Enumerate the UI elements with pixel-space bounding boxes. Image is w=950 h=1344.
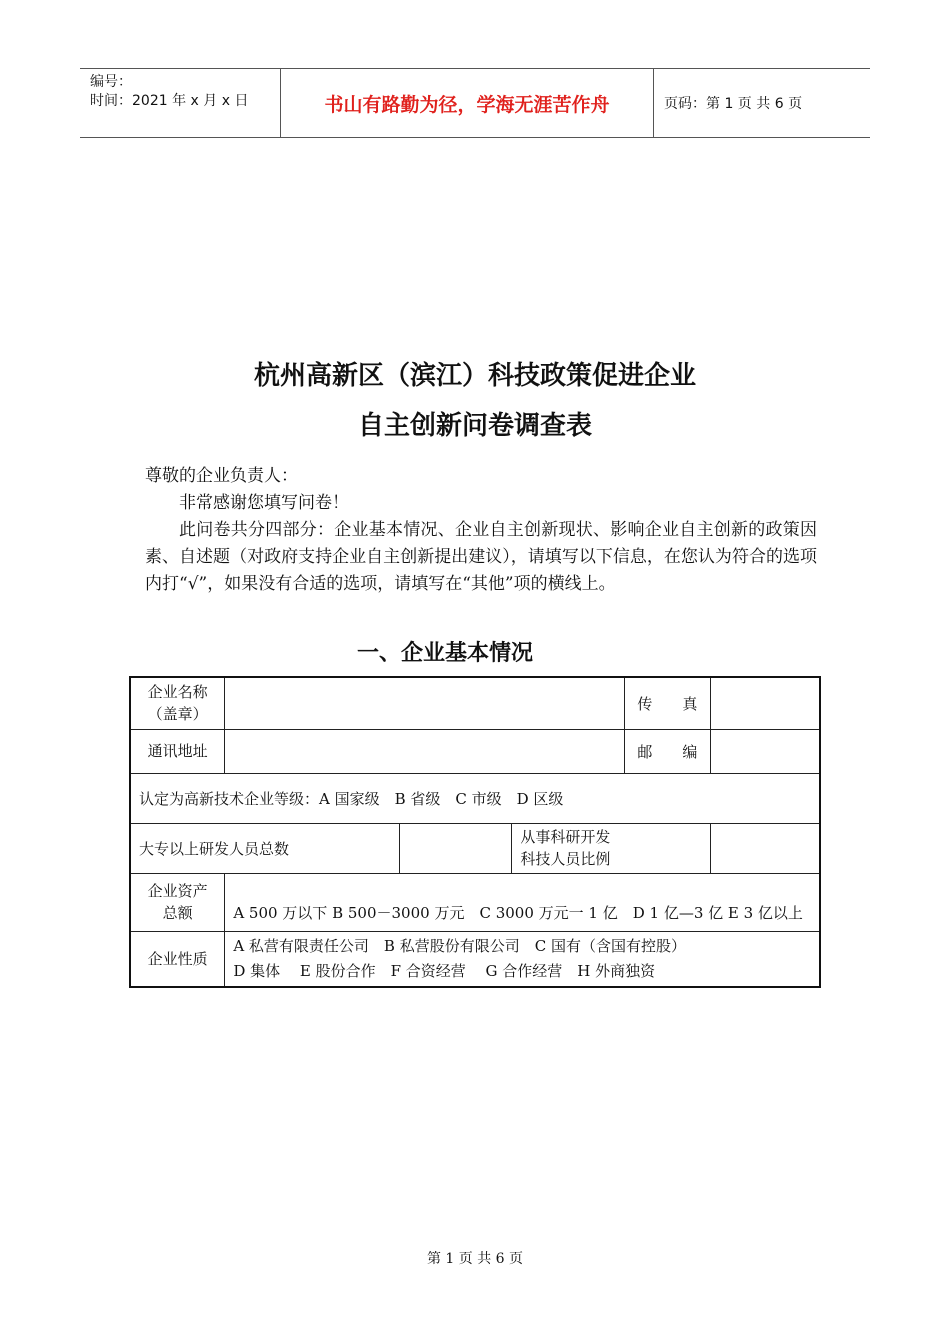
company-info-form xyxy=(129,676,821,988)
intro-thanks: 非常感谢您填写问卷！ xyxy=(179,493,349,513)
nature-options[interactable]: A 私营有限责任公司 B 私营股份有限公司 C 国有（含国有控股） D 集体 E 股份合作 F 合资经营 G 合作经营 H 外商独资 xyxy=(225,931,820,987)
intro-body: 此问卷共分四部分：企业基本情况、企业自主创新现状、影响企业自主创新的政策因素、自述题（对政府支持企业自主创新提出建议），请填写以下信息，在您认为符合的选项内打“√”，如果没有合适的选项，请填写在“其他”项的横线上。 xyxy=(145,520,817,594)
document-number-label: 编号： xyxy=(90,74,132,90)
postcode-field[interactable] xyxy=(710,729,820,773)
header-meta xyxy=(80,69,281,137)
assets-label: 企业资产 总额 xyxy=(130,873,225,931)
fax-label: 传 真 xyxy=(624,677,710,729)
company-name-label: 企业名称 （盖章） xyxy=(130,677,225,729)
nature-label: 企业性质 xyxy=(130,931,225,987)
research-ratio-field[interactable] xyxy=(710,823,820,873)
page-header xyxy=(80,68,870,138)
rd-staff-label: 大专以上研发人员总数 xyxy=(130,823,399,873)
assets-options[interactable]: A 500 万以下 B 500－3000 万元 C 3000 万元一 1 亿 D 1 亿—3 亿 E 3 亿以上 xyxy=(225,873,820,931)
address-label: 通讯地址 xyxy=(130,729,225,773)
page-footer: 第 1 页 共 6 页 xyxy=(426,1251,524,1267)
document-title-line1: 杭州高新区（滨江）科技政策促进企业 xyxy=(253,361,696,391)
section-title: 一、企业基本情况 xyxy=(356,641,533,666)
address-field[interactable] xyxy=(225,729,625,773)
company-name-field[interactable] xyxy=(225,677,625,729)
document-title-line2: 自主创新问卷调查表 xyxy=(357,411,592,441)
research-ratio-label: 从事科研开发 科技人员比例 xyxy=(512,823,710,873)
document-date: 时间：2021 年 x 月 x 日 xyxy=(90,93,249,109)
rd-staff-field[interactable] xyxy=(399,823,512,873)
fax-field[interactable] xyxy=(710,677,820,729)
header-motto: 书山有路勤为径，学海无涯苦作舟 xyxy=(281,69,654,137)
intro-section xyxy=(145,463,817,598)
postcode-label: 邮 编 xyxy=(624,729,710,773)
intro-salutation: 尊敬的企业负责人： xyxy=(145,466,298,486)
header-page-info: 页码：第 1 页 共 6 页 xyxy=(664,96,803,112)
hitech-level-options[interactable]: 认定为高新技术企业等级：A 国家级 B 省级 C 市级 D 区级 xyxy=(130,773,820,823)
